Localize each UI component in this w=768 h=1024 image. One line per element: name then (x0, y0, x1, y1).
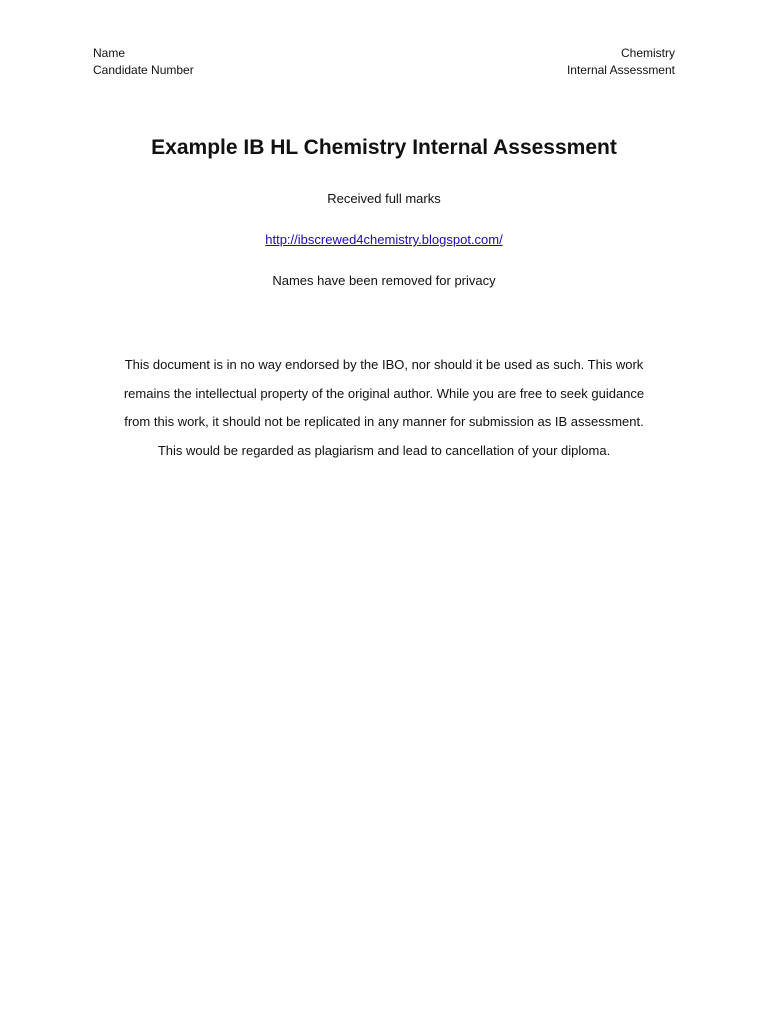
privacy-note: Names have been removed for privacy (272, 273, 496, 288)
header-right (567, 45, 675, 79)
header-assessment: Internal Assessment (566, 63, 675, 77)
link-container (0, 231, 768, 249)
header-name: Name (93, 46, 126, 60)
blog-link[interactable]: http://ibscrewed4chemistry.blogspot.com/ (265, 232, 503, 247)
header-left (93, 45, 194, 79)
disclaimer-line: This document is in no way endorsed by the IBO, nor should it be used as such. This work (124, 357, 644, 372)
page-title: Example IB HL Chemistry Internal Assessment (151, 136, 617, 159)
disclaimer-line: remains the intellectual property of the original author. While you are free to seek guidance (123, 385, 645, 401)
disclaimer-paragraph (80, 351, 688, 465)
disclaimer-line: from this work, it should not be replicated in any manner for submission as IB assessment. (124, 414, 644, 430)
disclaimer-line: This would be regarded as plagiarism and lead to cancellation of your diploma. (157, 442, 611, 458)
header-subject: Chemistry (620, 46, 675, 60)
received-marks-text: Received full marks (327, 191, 441, 206)
header-candidate-number: Candidate Number (93, 63, 194, 77)
